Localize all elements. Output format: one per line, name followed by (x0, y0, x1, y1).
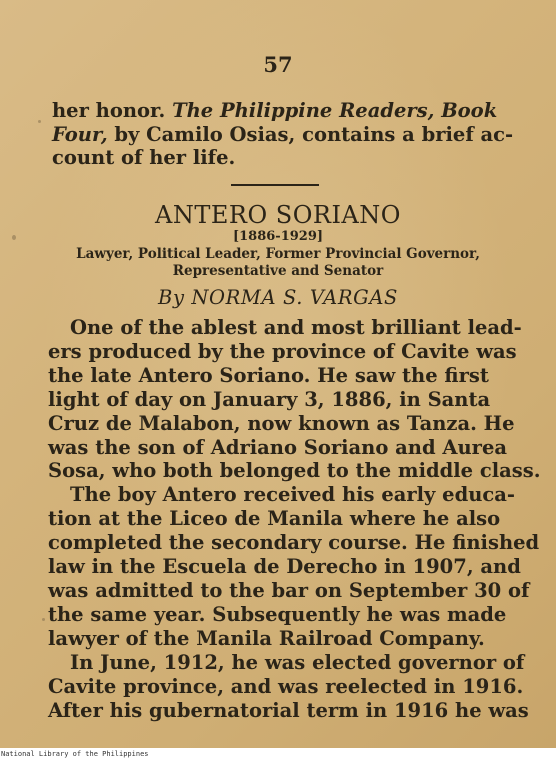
author-byline: By NORMA S. VARGAS (158, 286, 398, 309)
body-line: In June, 1912, he was elected governor of (70, 650, 525, 674)
paper-speck (38, 120, 41, 123)
description-line: Lawyer, Political Leader, Former Provincial Governor, (76, 246, 480, 262)
paper-speck (42, 618, 45, 621)
body-line: was admitted to the bar on September 30 of (48, 578, 530, 602)
section-divider (231, 184, 319, 186)
section-title: ANTERO SORIANO (155, 201, 401, 229)
body-line: After his gubernatorial term in 1916 he was (48, 698, 529, 722)
body-line: was the son of Adriano Soriano and Aurea (48, 435, 507, 459)
body-line: law in the Escuela de Derecho in 1907, and (48, 555, 521, 579)
biography-text (48, 316, 541, 722)
body-line: Cruz de Malabon, now known as Tanza. He (48, 411, 515, 435)
body-line: Sosa, who both belonged to the middle class. (48, 459, 541, 483)
body-line: Cavite province, and was reelected in 1916. (48, 674, 524, 698)
body-line: the same year. Subsequently he was made (48, 602, 507, 626)
subject-description (0, 246, 556, 280)
source-credit: National Library of the Philippines (1, 750, 149, 758)
body-line: tion at the Liceo de Manila where he also (48, 507, 501, 531)
opening-paragraph (52, 99, 513, 170)
description-line: Representative and Senator (172, 263, 384, 279)
body-line: the late Antero Soriano. He saw the first (48, 363, 489, 387)
body-line: lawyer of the Manila Railroad Company. (48, 626, 485, 650)
opening-line: her honor. The Philippine Readers, Book (52, 99, 498, 122)
opening-line: count of her life. (52, 146, 236, 170)
life-dates: [1886-1929] (232, 229, 324, 244)
body-line: completed the secondary course. He finished (48, 531, 540, 555)
body-line: ers produced by the province of Cavite was (48, 339, 517, 363)
opening-line: Four, by Camilo Osias, contains a brief ac- (52, 122, 514, 146)
body-line: One of the ablest and most brilliant lead- (70, 316, 522, 339)
body-line: light of day on January 3, 1886, in Santa (48, 387, 491, 411)
body-line: The boy Antero received his early educa- (70, 483, 515, 507)
page-number: 57 (263, 52, 293, 77)
